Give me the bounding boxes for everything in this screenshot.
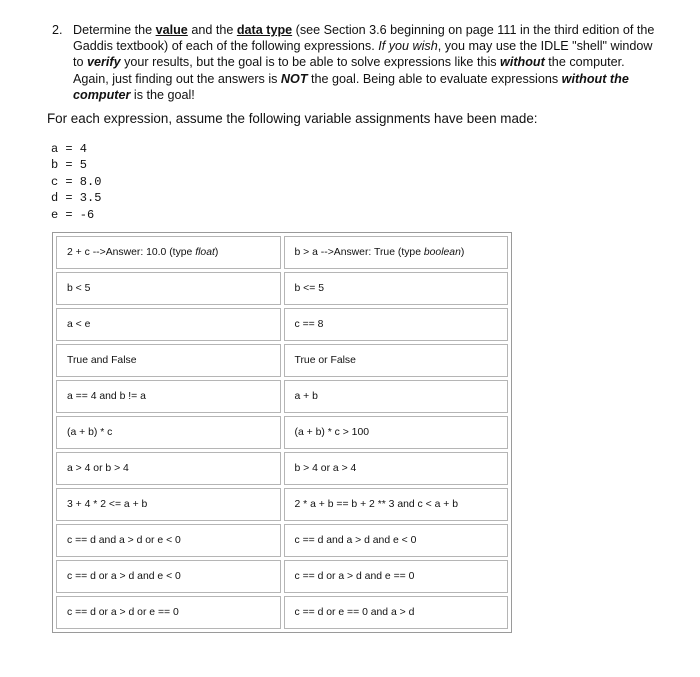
table-cell: b > 4 or a > 4: [284, 452, 509, 485]
table-row: [56, 560, 508, 593]
table-cell: True or False: [284, 344, 509, 377]
table-row: [56, 416, 508, 449]
variable-assignments: [51, 141, 101, 223]
table-row: [56, 236, 508, 269]
table-cell: a + b: [284, 380, 509, 413]
table-cell: b > a -->Answer: True (type boolean): [284, 236, 509, 269]
table-cell: 3 + 4 * 2 <= a + b: [56, 488, 281, 521]
assignment-b: b = 5: [51, 158, 88, 173]
table-cell: a > 4 or b > 4: [56, 452, 281, 485]
table-cell: b < 5: [56, 272, 281, 305]
keyword-data-type: data type: [236, 23, 293, 37]
keyword-value: value: [155, 23, 188, 37]
table-row: [56, 344, 508, 377]
table-row: [56, 488, 508, 521]
table-cell: a < e: [56, 308, 281, 341]
table-row: [56, 272, 508, 305]
table-cell: c == d or e == 0 and a > d: [284, 596, 509, 629]
table-row: [56, 452, 508, 485]
assumption-intro: For each expression, assume the following variable assignments have been made:: [47, 111, 538, 126]
table-cell: c == 8: [284, 308, 509, 341]
table-cell: c == d or a > d or e == 0: [56, 596, 281, 629]
table-cell: (a + b) * c > 100: [284, 416, 509, 449]
table-cell: 2 + c -->Answer: 10.0 (type float): [56, 236, 281, 269]
table-cell: c == d or a > d and e < 0: [56, 560, 281, 593]
table-row: [56, 596, 508, 629]
assignment-c: c = 8.0: [51, 174, 102, 189]
question-2: [52, 22, 662, 103]
table-cell: c == d and a > d or e < 0: [56, 524, 281, 557]
expression-table: [52, 232, 512, 633]
table-cell: 2 * a + b == b + 2 ** 3 and c < a + b: [284, 488, 509, 521]
assignment-a: a = 4: [51, 142, 88, 156]
table-row: [56, 308, 508, 341]
assignment-d: d = 3.5: [51, 191, 102, 206]
table-row: [56, 380, 508, 413]
table-cell: True and False: [56, 344, 281, 377]
table-cell: a == 4 and b != a: [56, 380, 281, 413]
question-text: Determine the value and the data type (see Section 3.6 beginning on page 111 in the third edition of the Gaddis textbook) of each of the following expressions. If you wish, you may use the IDLE "shell" window to verify your results, but the goal is to be able to solve expressions like this without the computer. Again, just finding out the answers is NOT the goal. Being able to evaluate expressions without the computer is the goal!: [73, 23, 655, 102]
table-cell: c == d or a > d and e == 0: [284, 560, 509, 593]
table-cell: b <= 5: [284, 272, 509, 305]
question-number: 2.: [52, 23, 63, 37]
assignment-e: e = -6: [51, 207, 95, 222]
table-cell: (a + b) * c: [56, 416, 281, 449]
table-cell: c == d and a > d and e < 0: [284, 524, 509, 557]
table-row: [56, 524, 508, 557]
